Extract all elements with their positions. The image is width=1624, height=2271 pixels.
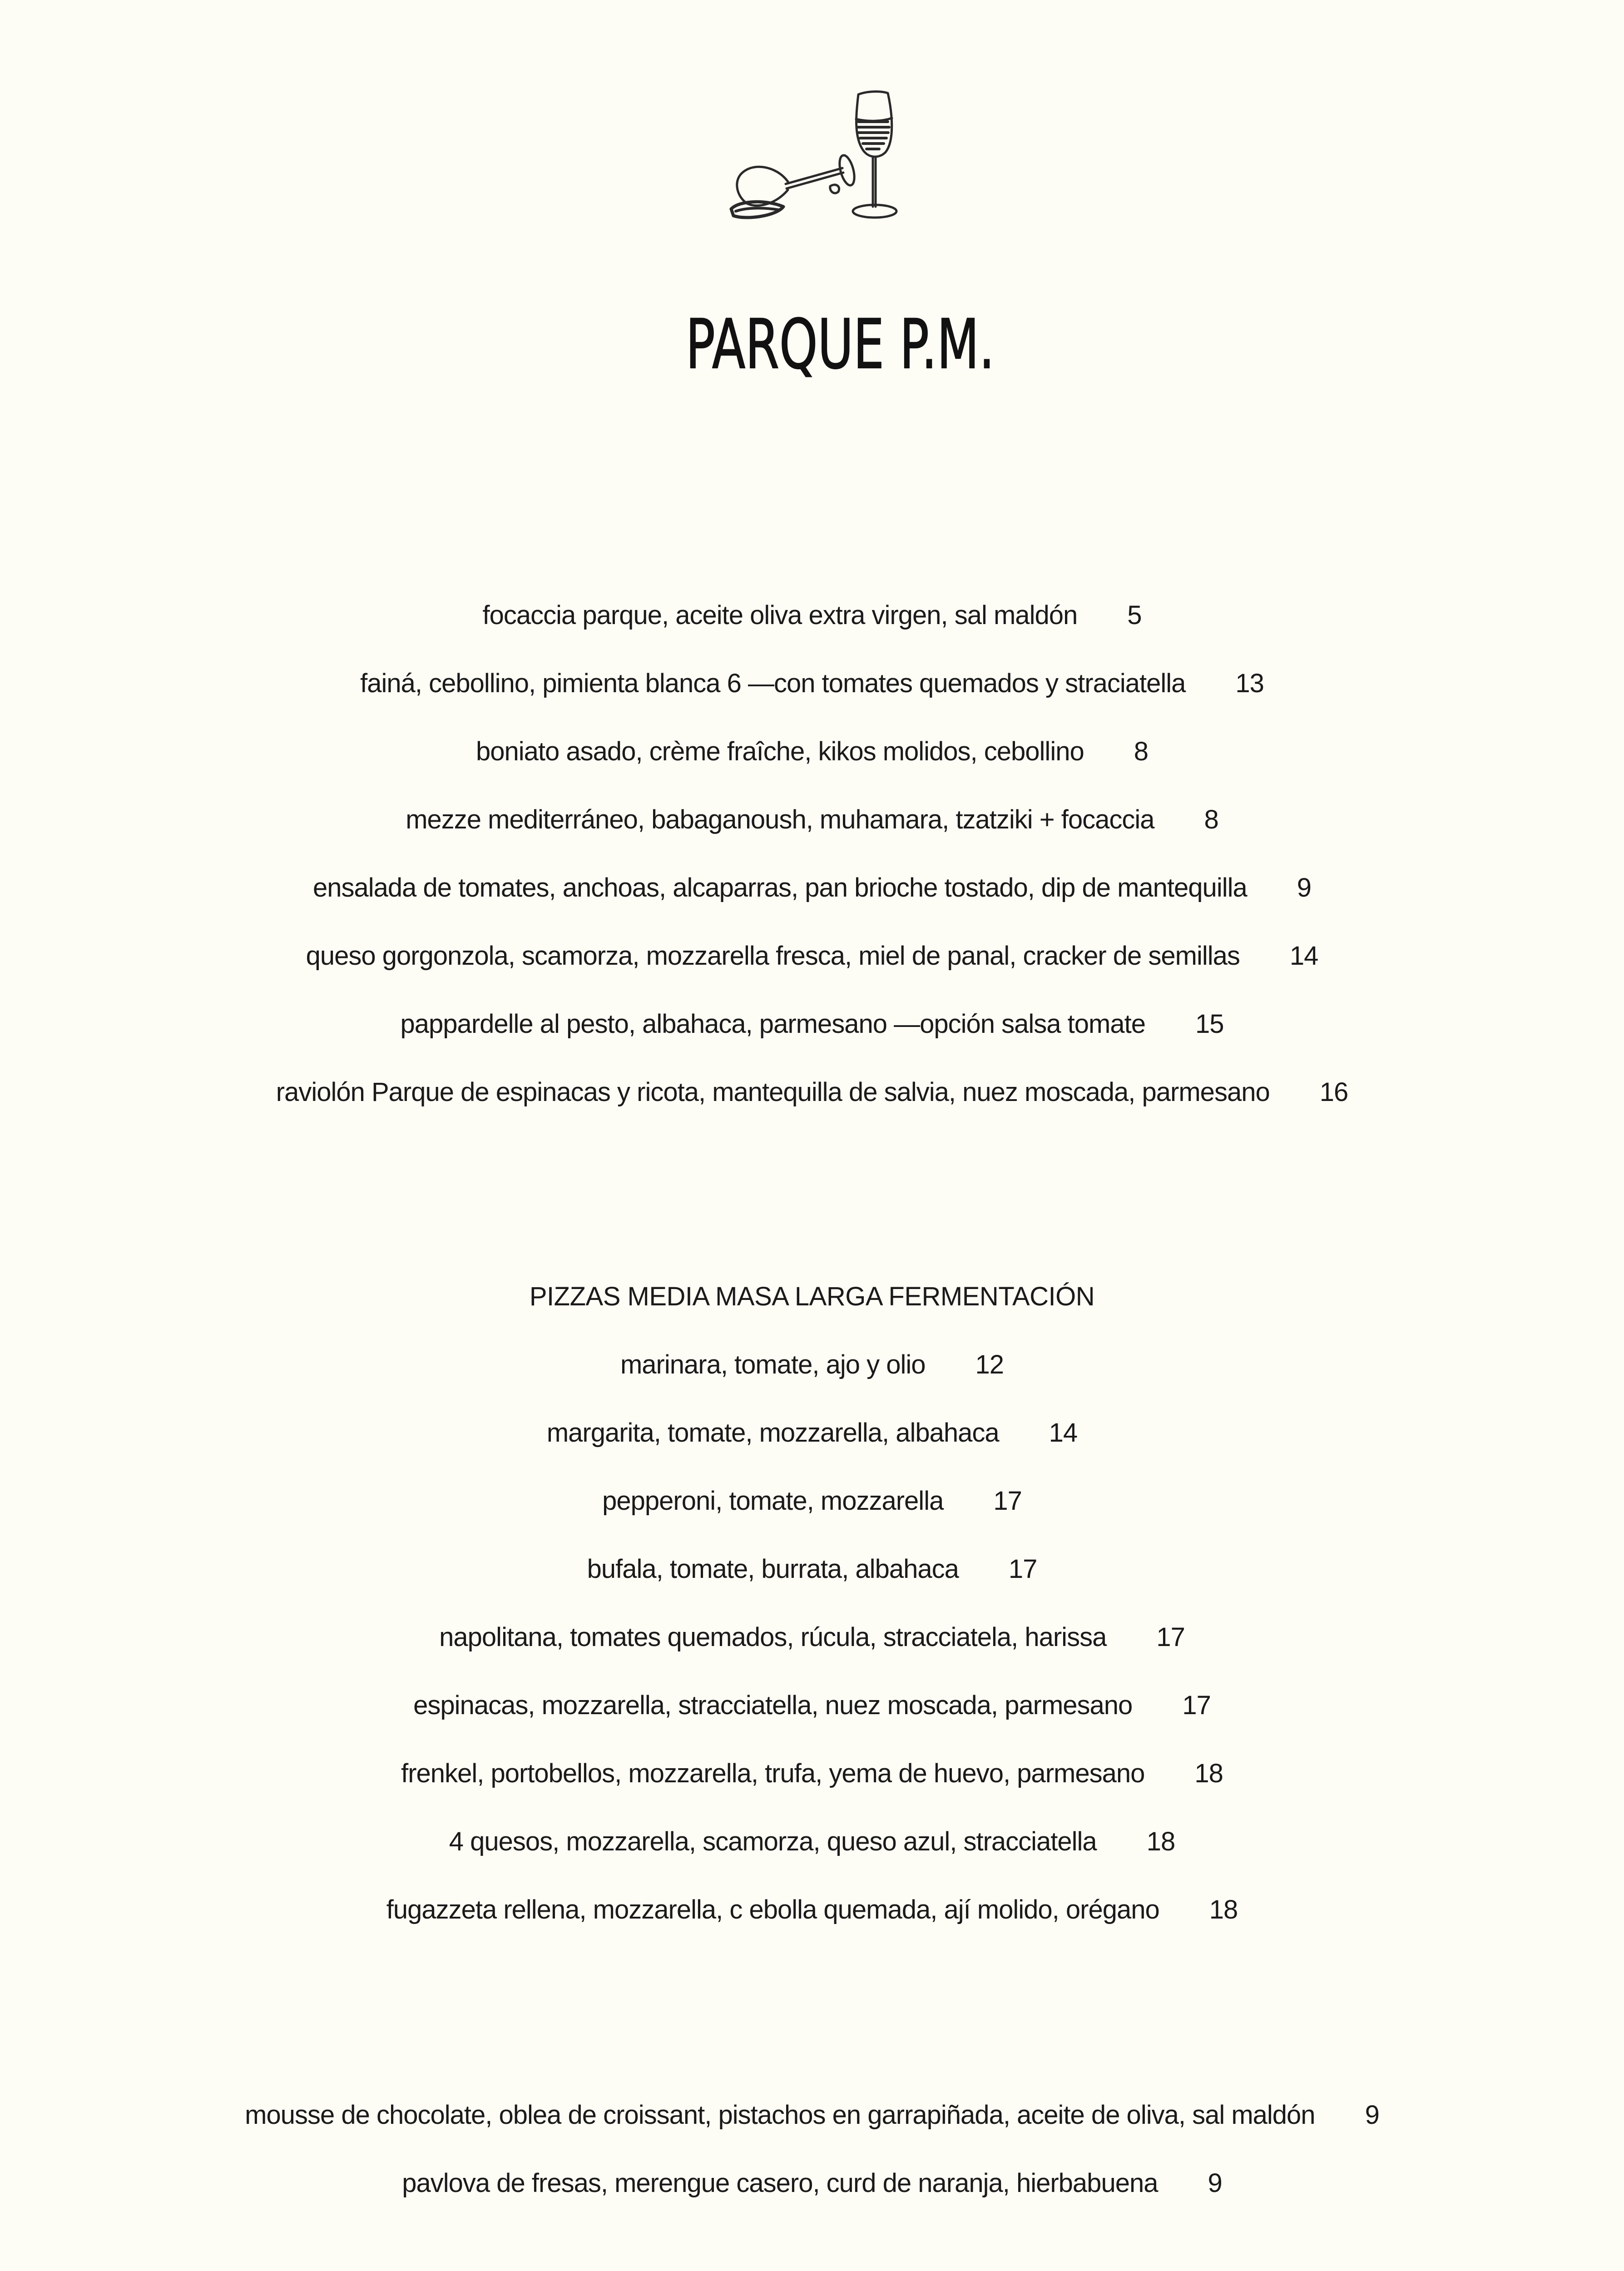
menu-item (0, 1467, 1624, 1535)
menu-item-name: fainá, cebollino, pimienta blanca 6 —con tomates quemados y straciatella (360, 669, 1186, 698)
menu-item (0, 2081, 1624, 2149)
menu-item-price: 17 (993, 1486, 1022, 1516)
menu-item-price: 8 (1204, 805, 1218, 834)
brand-wordmark (677, 291, 1004, 400)
menu-item (0, 2149, 1624, 2217)
menu-item-name: napolitana, tomates quemados, rúcula, stracciatela, harissa (439, 1622, 1107, 1652)
menu-item-name: mezze mediterráneo, babaganoush, muhamara, tzatziki + focaccia (406, 805, 1154, 834)
starters-section (0, 581, 1624, 1126)
menu-item-name: frenkel, portobellos, mozzarella, trufa, yema de huevo, parmesano (401, 1759, 1145, 1788)
menu-item (0, 1603, 1624, 1671)
menu-item (0, 1399, 1624, 1467)
menu-item (0, 581, 1624, 650)
menu-item-name: margarita, tomate, mozzarella, albahaca (546, 1418, 999, 1448)
menu-item (0, 786, 1624, 854)
desserts-section (0, 2081, 1624, 2217)
menu-item (0, 1671, 1624, 1740)
menu-item (0, 990, 1624, 1058)
menu-item (0, 1535, 1624, 1603)
menu-item-name: raviolón Parque de espinacas y ricota, mantequilla de salvia, nuez moscada, parmesano (276, 1077, 1270, 1107)
menu-item-name: bufala, tomate, burrata, albahaca (587, 1554, 959, 1584)
menu-item-price: 9 (1365, 2100, 1379, 2130)
menu-item-price: 15 (1195, 1009, 1224, 1039)
menu-item (0, 1058, 1624, 1126)
menu-item (0, 1740, 1624, 1808)
menu-item-price: 12 (975, 1350, 1004, 1379)
menu-item (0, 854, 1624, 922)
menu-item-price: 14 (1049, 1418, 1078, 1448)
menu-item-name: pavlova de fresas, merengue casero, curd de naranja, hierbabuena (402, 2168, 1158, 2198)
menu-item-name: ensalada de tomates, anchoas, alcaparras, pan brioche tostado, dip de mantequilla (313, 873, 1247, 902)
wine-glasses-icon (708, 86, 917, 241)
menu-item-name: mousse de chocolate, oblea de croissant, pistachos en garrapiñada, aceite de oliva, sal maldón (245, 2100, 1315, 2130)
menu-item-price: 8 (1134, 737, 1148, 766)
menu-item-price: 18 (1194, 1759, 1223, 1788)
menu-item-price: 14 (1289, 941, 1318, 971)
menu-item (0, 650, 1624, 718)
menu-item-price: 17 (1008, 1554, 1037, 1584)
section-title: PIZZAS MEDIA MASA LARGA FERMENTACIÓN (529, 1282, 1095, 1311)
menu-item-price: 17 (1156, 1622, 1185, 1652)
menu-item-name: espinacas, mozzarella, stracciatella, nuez moscada, parmesano (413, 1691, 1133, 1720)
menu-item-price: 13 (1235, 669, 1264, 698)
brand-name: PARQUE P.M. (686, 305, 995, 384)
menu-item-price: 18 (1209, 1895, 1238, 1924)
menu-item-name: marinara, tomate, ajo y olio (620, 1350, 926, 1379)
menu-item (0, 718, 1624, 786)
menu-item (0, 1808, 1624, 1876)
menu-item-price: 9 (1208, 2168, 1222, 2198)
menu-item-name: boniato asado, crème fraîche, kikos molidos, cebollino (475, 737, 1084, 766)
menu-item-name: pepperoni, tomate, mozzarella (602, 1486, 944, 1516)
menu-item (0, 1331, 1624, 1399)
menu-item-name: 4 quesos, mozzarella, scamorza, queso azul, stracciatella (449, 1827, 1097, 1856)
menu-item-name: queso gorgonzola, scamorza, mozzarella fresca, miel de panal, cracker de semillas (306, 941, 1240, 971)
menu-item (0, 922, 1624, 990)
pizzas-section (0, 1263, 1624, 1944)
menu-item-price: 18 (1146, 1827, 1175, 1856)
menu-item (0, 1876, 1624, 1944)
menu-item-name: fugazzeta rellena, mozzarella, c ebolla quemada, ají molido, orégano (386, 1895, 1159, 1924)
menu-item-name: pappardelle al pesto, albahaca, parmesano —opción salsa tomate (400, 1009, 1145, 1039)
menu-item-price: 16 (1319, 1077, 1348, 1107)
menu-item-price: 17 (1182, 1691, 1211, 1720)
menu-item-price: 9 (1297, 873, 1311, 902)
menu-item-name: focaccia parque, aceite oliva extra virgen, sal maldón (482, 600, 1078, 630)
menu-item-price: 5 (1127, 600, 1142, 630)
pizza-list (0, 1331, 1624, 1944)
